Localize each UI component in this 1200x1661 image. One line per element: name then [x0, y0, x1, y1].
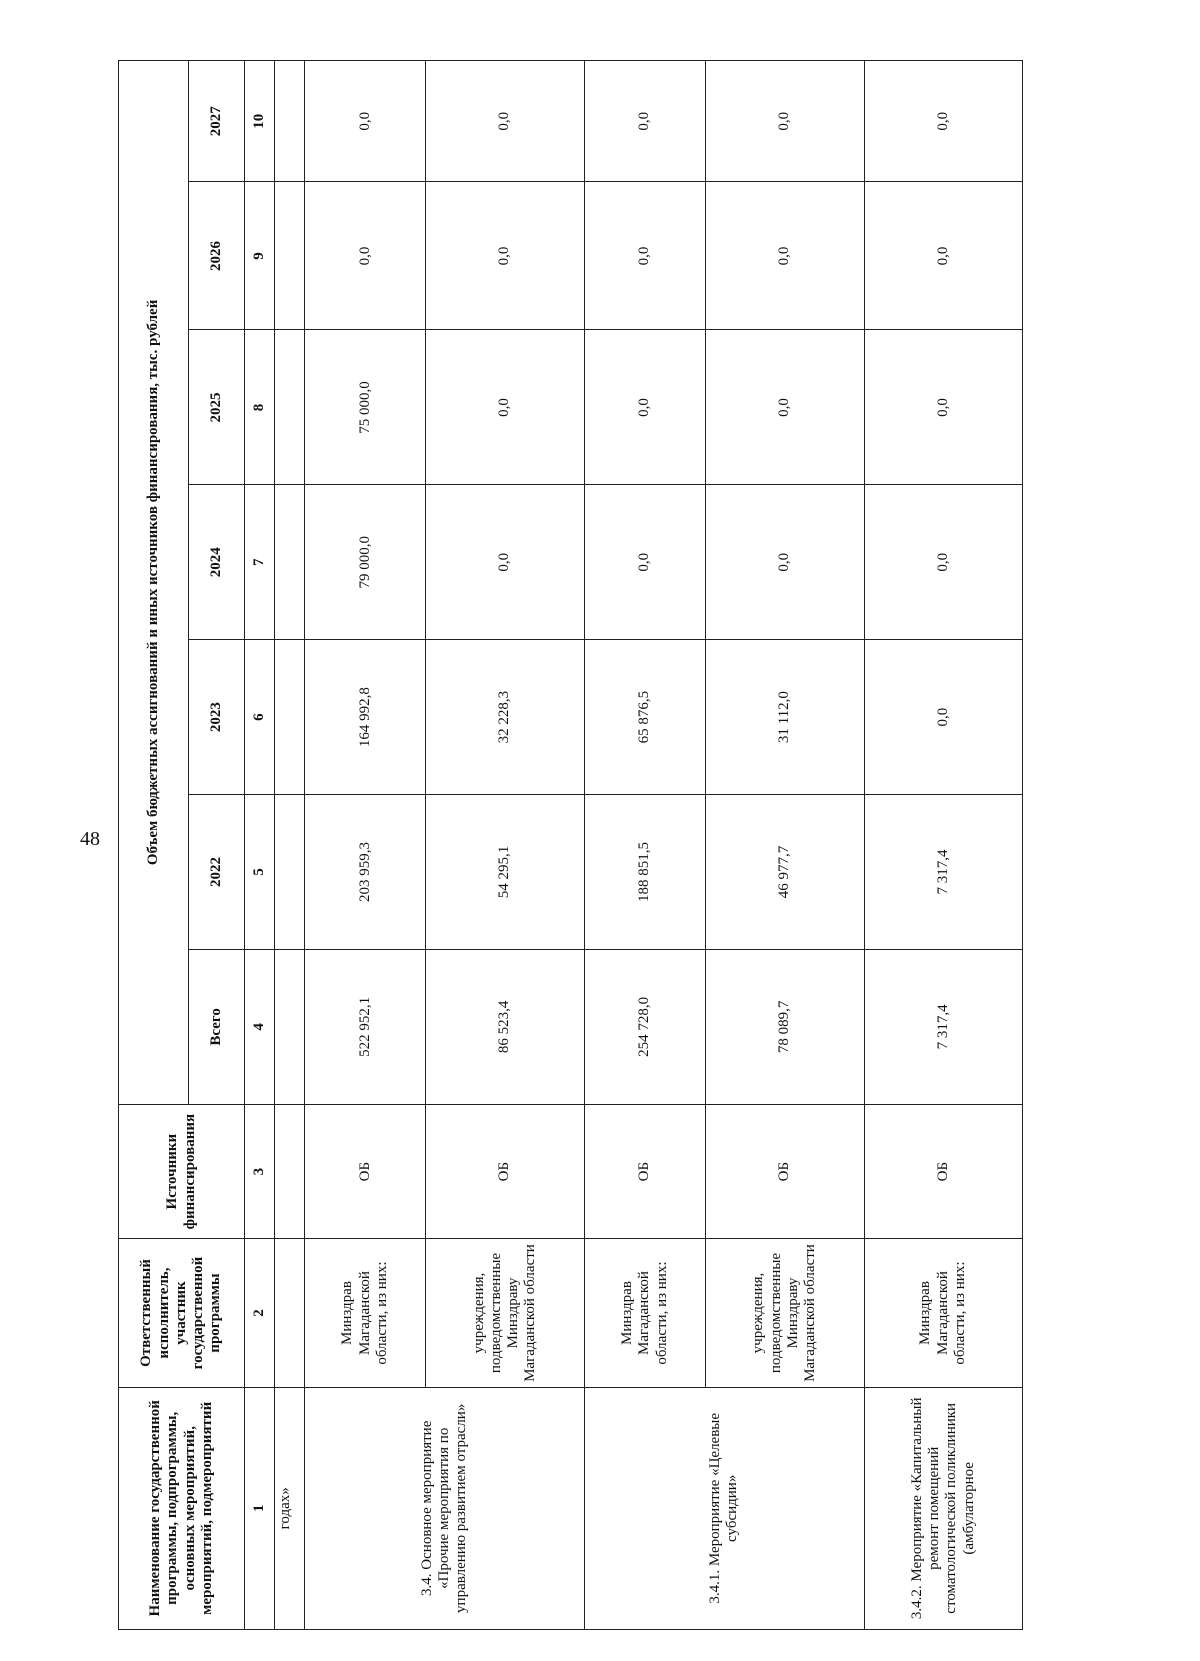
header-group: Объем бюджетных ассигнований и иных источников финансирования, тыс. рублей: [119, 61, 189, 1105]
value-cell: 78 089,7: [706, 949, 864, 1104]
executor-cell: учреждения, подведомственные Минздраву Магаданской области: [426, 1239, 584, 1387]
value-cell: 54 295,1: [426, 795, 584, 950]
value-cell: 0,0: [426, 61, 584, 182]
index-cell: 6: [245, 640, 275, 795]
index-cell: 10: [245, 61, 275, 182]
executor-cell: Минздрав Магаданской области, из них:: [864, 1239, 1022, 1387]
value-cell: 522 952,1: [305, 949, 426, 1104]
value-cell: 0,0: [706, 330, 864, 485]
value-cell: 0,0: [706, 61, 864, 182]
table-row: [864, 61, 1022, 1630]
value-cell: 0,0: [864, 485, 1022, 640]
value-cell: 0,0: [426, 182, 584, 330]
value-cell: 0,0: [584, 182, 705, 330]
value-cell: 0,0: [584, 330, 705, 485]
value-cell: 0,0: [305, 182, 426, 330]
header-executor: Ответственный исполнитель, участник государственной программы: [119, 1239, 245, 1387]
page-number: 48: [80, 828, 100, 850]
executor-cell: Минздрав Магаданской области, из них:: [584, 1239, 705, 1387]
header-year: 2027: [189, 61, 245, 182]
value-cell: 75 000,0: [305, 330, 426, 485]
header-source: Источники финансирования: [119, 1104, 245, 1239]
row-name: 3.4. Основное мероприятие «Прочие мероприятия по управлению развитием отрасли»: [305, 1387, 585, 1629]
continuation-cell: годах»: [275, 1387, 305, 1629]
value-cell: 31 112,0: [706, 640, 864, 795]
value-cell: 7 317,4: [864, 949, 1022, 1104]
value-cell: 0,0: [706, 485, 864, 640]
value-cell: 0,0: [426, 485, 584, 640]
value-cell: 0,0: [864, 182, 1022, 330]
index-cell: 2: [245, 1239, 275, 1387]
source-cell: ОБ: [706, 1104, 864, 1239]
header-year: 2026: [189, 182, 245, 330]
table-row: [584, 61, 705, 1630]
value-cell: 0,0: [706, 182, 864, 330]
header-year: 2023: [189, 640, 245, 795]
value-cell: 164 992,8: [305, 640, 426, 795]
value-cell: 7 317,4: [864, 795, 1022, 950]
source-cell: ОБ: [584, 1104, 705, 1239]
value-cell: 0,0: [584, 61, 705, 182]
value-cell: 0,0: [584, 485, 705, 640]
index-cell: 9: [245, 182, 275, 330]
value-cell: 203 959,3: [305, 795, 426, 950]
value-cell: 65 876,5: [584, 640, 705, 795]
header-year: Всего: [189, 949, 245, 1104]
index-cell: 7: [245, 485, 275, 640]
value-cell: 46 977,7: [706, 795, 864, 950]
value-cell: 0,0: [864, 61, 1022, 182]
index-cell: 1: [245, 1387, 275, 1629]
budget-table: [118, 60, 1023, 1630]
value-cell: 0,0: [864, 640, 1022, 795]
value-cell: 0,0: [426, 330, 584, 485]
index-cell: 3: [245, 1104, 275, 1239]
value-cell: 32 228,3: [426, 640, 584, 795]
source-cell: ОБ: [864, 1104, 1022, 1239]
source-cell: ОБ: [426, 1104, 584, 1239]
executor-cell: Минздрав Магаданской области, из них:: [305, 1239, 426, 1387]
value-cell: 0,0: [305, 61, 426, 182]
rotated-table-sheet: [118, 60, 1023, 1630]
value-cell: 79 000,0: [305, 485, 426, 640]
header-name: Наименование государственной программы, подпрограммы, основных мероприятий, мероприятий, подмероприятий: [119, 1387, 245, 1629]
header-year: 2024: [189, 485, 245, 640]
value-cell: 188 851,5: [584, 795, 705, 950]
executor-cell: учреждения, подведомственные Минздраву Магаданской области: [706, 1239, 864, 1387]
source-cell: ОБ: [305, 1104, 426, 1239]
index-cell: 4: [245, 949, 275, 1104]
index-cell: 5: [245, 795, 275, 950]
value-cell: 0,0: [864, 330, 1022, 485]
header-year: 2022: [189, 795, 245, 950]
table-row: [305, 61, 426, 1630]
value-cell: 86 523,4: [426, 949, 584, 1104]
index-cell: 8: [245, 330, 275, 485]
value-cell: 254 728,0: [584, 949, 705, 1104]
row-name: 3.4.2. Мероприятие «Капитальный ремонт помещений стоматологической поликлиники (амбулаторное: [864, 1387, 1022, 1629]
header-year: 2025: [189, 330, 245, 485]
row-name: 3.4.1. Мероприятие «Целевые субсидии»: [584, 1387, 864, 1629]
